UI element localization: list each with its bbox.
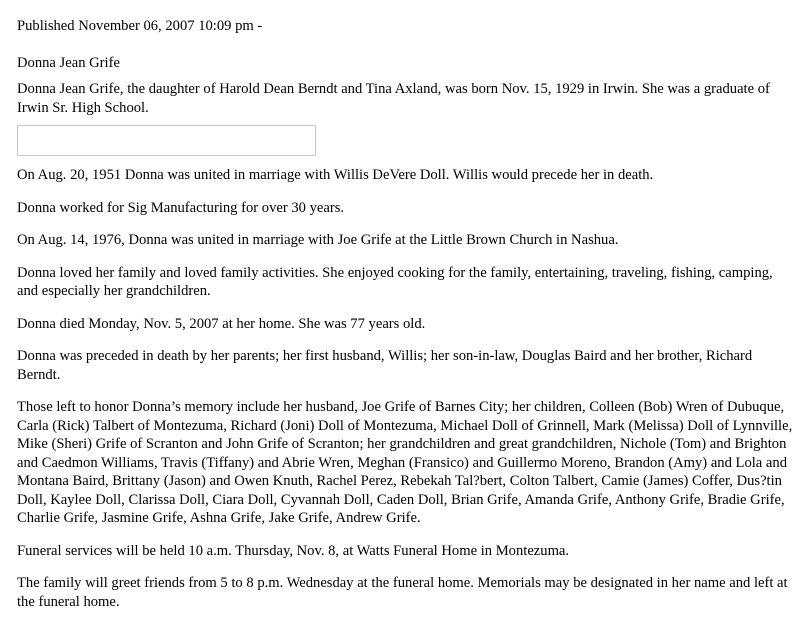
paragraph-birth: Donna Jean Grife, the daughter of Harold Dean Berndt and Tina Axland, was born Nov. 15, 1929 in Irwin. She was a graduate of Irwin Sr. High School. [17, 81, 770, 116]
paragraph-work: Donna worked for Sig Manufacturing for over 30 years. [17, 199, 345, 216]
paragraph-funeral-services: Funeral services will be held 10 a.m. Thursday, Nov. 8, at Watts Funeral Home in Montezuma. [17, 542, 570, 559]
paragraph-first-marriage: On Aug. 20, 1951 Donna was united in marriage with Willis DeVere Doll. Willis would precede her in death. [17, 167, 654, 183]
published-date: Published November 06, 2007 10:09 pm - [17, 18, 263, 34]
image-placeholder-box [17, 125, 316, 156]
paragraph-visitation: The family will greet friends from 5 to 8 p.m. Wednesday at the funeral home. Memorials may be designated in her name and left at the funeral home. [17, 575, 788, 610]
paragraph-death: Donna died Monday, Nov. 5, 2007 at her home. She was 77 years old. [17, 315, 426, 332]
paragraph-family-activities: Donna loved her family and loved family activities. She enjoyed cooking for the family, entertaining, traveling, fishing, camping, and especially her grandchildren. [17, 264, 773, 299]
obituary-name: Donna Jean Grife [17, 54, 120, 71]
paragraph-preceded: Donna was preceded in death by her parents; her first husband, Willis; her son-in-law, Douglas Baird and her brother, Richard Berndt. [17, 348, 753, 383]
paragraph-second-marriage: On Aug. 14, 1976, Donna was united in marriage with Joe Grife at the Little Brown Church in Nashua. [17, 232, 619, 248]
paragraph-survivors: Those left to honor Donna’s memory include her husband, Joe Grife of Barnes City; her children, Colleen (Bob) Wren of Dubuque, Carla (Rick) Talbert of Montezuma, Richard (Joni) Doll of Montezuma, Michael Doll of Grinnell, Mark (Melissa) Doll of Lynnville, Mike (Sheri) Grife of Scranton and John Grife of Scranton; her grandchildren and great grandchildren, Nichole (Tom) and Brighton and Caedmon Williams, Travis (Tiffany) and Abrie Wren, Meghan (Fransico) and Guillermo Moreno, Brandon (Amy) and Lola and Montana Baird, Brittany (Jason) and Owen Knuth, Rachel Perez, Rebekah Tal?bert, Colton Talbert, Camie (James) Coffer, Dus?tin Doll, Kaylee Doll, Clarissa Doll, Ciara Doll, Cyvannah Doll, Caden Doll, Brian Grife, Amanda Grife, Anthony Grife, Bradie Grife, Charlie Grife, Jasmine Grife, Ashna Grife, Jake Grife, Andrew Grife. [17, 399, 793, 526]
